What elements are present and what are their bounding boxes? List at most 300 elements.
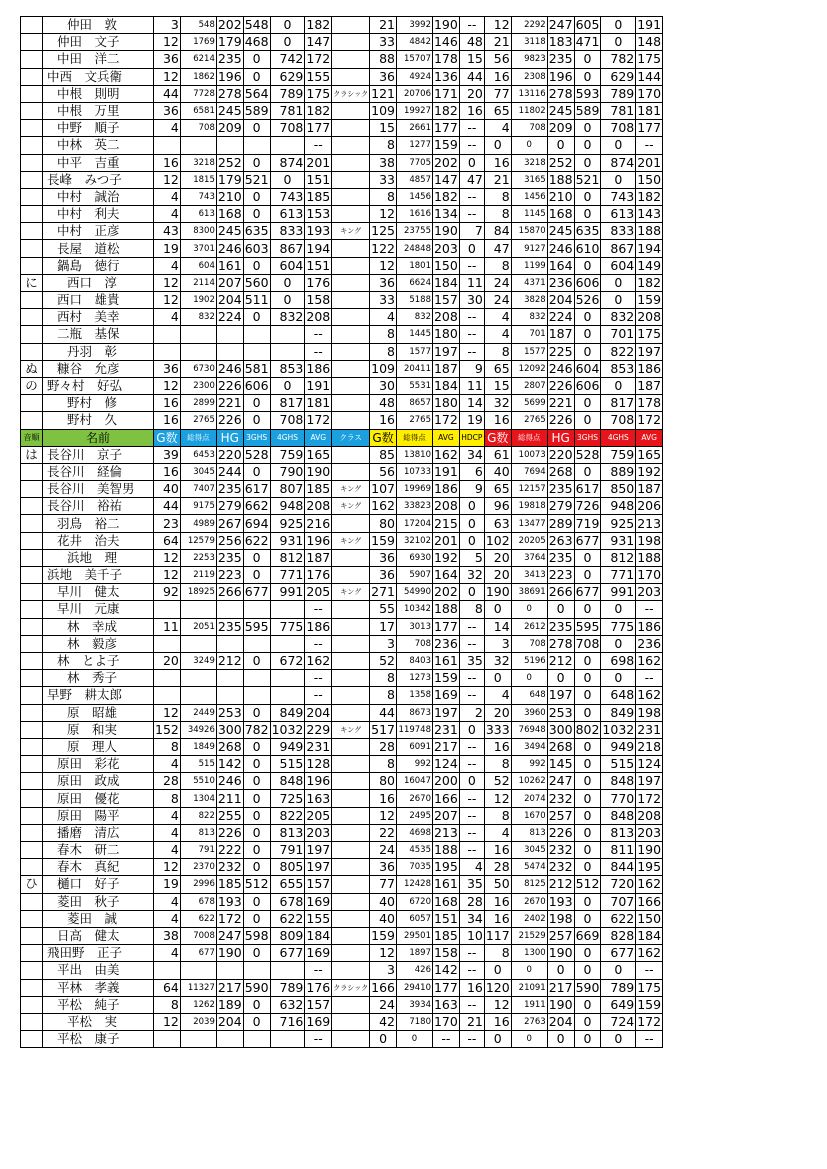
score-cell: 789 [601, 85, 636, 102]
score-cell: 0 [601, 635, 636, 652]
score-cell: 182 [433, 103, 458, 119]
score-cell: 0 [243, 824, 270, 841]
score-cell: 266 [548, 584, 573, 600]
score-cell: 149 [637, 257, 662, 273]
score-cell: 12 [154, 34, 181, 51]
score-cell: 159 [371, 532, 395, 548]
score-cell: 56 [484, 51, 511, 68]
table-row [21, 1013, 663, 1030]
score-cell: -- [459, 738, 484, 755]
table-row [21, 704, 663, 721]
header-row [21, 429, 663, 446]
score-cell [154, 1031, 181, 1048]
score-cell: 850 [601, 481, 636, 498]
score-cell: 5907 [396, 567, 432, 584]
score-cell: 186 [637, 618, 662, 634]
class-cell [332, 687, 370, 704]
score-cell: 210 [548, 188, 573, 204]
score-cell: 613 [601, 206, 636, 223]
name-cell: 長谷川 裕祐 [43, 498, 154, 515]
score-cell: 622 [180, 910, 216, 927]
score-cell: 16 [484, 842, 511, 859]
table-row [21, 721, 663, 738]
score-cell: 182 [637, 188, 662, 204]
score-cell: 1300 [511, 945, 547, 962]
score-cell: 289 [548, 515, 573, 531]
score-cell: 151 [306, 257, 331, 273]
score-cell: 247 [217, 928, 242, 944]
score-cell: 148 [637, 34, 662, 50]
score-cell: 159 [637, 292, 662, 308]
score-cell: 226 [548, 824, 573, 840]
score-cell: 632 [270, 996, 305, 1013]
score-cell: 216 [306, 515, 331, 531]
score-cell: 252 [548, 154, 573, 170]
score-cell: 190 [433, 17, 458, 33]
header-cell: AVG [305, 429, 332, 446]
score-cell: 15707 [396, 51, 432, 68]
name-cell: 仲田 敦 [43, 17, 154, 34]
kana-index-cell [21, 532, 43, 549]
score-cell: 20 [459, 85, 484, 102]
table-row [21, 979, 663, 996]
score-cell: 813 [270, 824, 305, 841]
name-cell: 中平 吉重 [43, 154, 154, 171]
score-cell: -- [432, 1031, 459, 1048]
score-cell: 6057 [396, 910, 432, 927]
score-cell: 96 [484, 498, 511, 515]
score-cell: 300 [217, 721, 242, 737]
name-cell: 林 とよ子 [43, 652, 154, 669]
class-cell [332, 240, 370, 257]
name-cell: 原田 陽平 [43, 807, 154, 824]
class-cell [332, 927, 370, 944]
score-cell: 15870 [511, 223, 547, 240]
score-cell: 33 [370, 171, 397, 188]
score-cell [180, 137, 216, 154]
score-cell: 263 [548, 532, 573, 548]
score-cell: -- [459, 309, 484, 326]
class-cell [332, 945, 370, 962]
score-cell: 4535 [396, 842, 432, 859]
score-cell: 153 [306, 206, 331, 222]
score-cell: 220 [548, 446, 573, 462]
score-cell: 4 [370, 309, 397, 326]
score-cell: 155 [306, 68, 331, 84]
score-cell: 20 [484, 704, 511, 721]
score-cell [180, 670, 216, 687]
class-cell [332, 377, 370, 394]
kana-index-cell [21, 996, 43, 1013]
score-cell: 781 [270, 102, 305, 119]
name-cell: 中田 洋二 [43, 51, 154, 68]
table-row [21, 670, 663, 687]
score-cell: -- [636, 962, 663, 979]
score-cell: 28 [459, 893, 484, 910]
table-row [21, 446, 663, 463]
score-cell: 188 [548, 171, 573, 187]
score-cell: 268 [217, 738, 242, 754]
class-cell: キング [332, 223, 370, 240]
score-cell: 109 [371, 360, 395, 376]
score-cell: 28 [370, 738, 397, 755]
score-cell [270, 601, 305, 618]
score-cell: -- [305, 635, 332, 652]
score-cell: 36 [154, 51, 181, 68]
class-cell [332, 549, 370, 566]
class-cell [332, 618, 370, 635]
score-cell: 16 [484, 738, 511, 755]
score-cell: -- [305, 137, 332, 154]
score-cell: -- [459, 790, 484, 807]
score-cell: 157 [306, 876, 331, 892]
class-cell [332, 567, 370, 584]
score-cell: 117 [485, 928, 510, 944]
score-cell: 1445 [396, 326, 432, 343]
score-cell: 813 [180, 824, 216, 841]
header-cell: 4GHS [601, 429, 636, 446]
score-cell: 604 [601, 257, 636, 274]
score-cell: 515 [180, 756, 216, 773]
score-cell: 142 [433, 962, 458, 978]
score-cell: -- [305, 326, 332, 343]
table-row [21, 567, 663, 584]
score-cell: 232 [548, 790, 573, 806]
score-cell: 235 [548, 549, 573, 565]
score-cell: 175 [637, 326, 662, 342]
score-cell: 10 [459, 927, 484, 944]
score-cell: 0 [396, 1031, 432, 1048]
score-cell: 593 [575, 85, 600, 101]
score-cell: 185 [306, 188, 331, 204]
score-cell: 1032 [271, 721, 304, 737]
score-cell: 29410 [396, 979, 432, 996]
score-cell: 11 [154, 618, 181, 635]
score-cell: 5188 [396, 292, 432, 309]
score-cell: 8 [154, 790, 181, 807]
name-cell: 西口 淳 [43, 274, 154, 291]
score-cell: 3960 [511, 704, 547, 721]
class-cell: キング [332, 584, 370, 601]
kana-index-cell [21, 618, 43, 635]
score-cell: 0 [243, 756, 270, 773]
score-cell: 2 [459, 704, 484, 721]
score-cell: 159 [433, 670, 458, 686]
score-cell: 152 [155, 721, 179, 737]
score-cell: 8 [484, 343, 511, 360]
score-cell: 125 [371, 223, 395, 239]
score-cell: 629 [601, 68, 636, 85]
score-cell: 190 [548, 945, 573, 961]
score-cell: 159 [637, 996, 662, 1012]
score-cell: 162 [371, 498, 395, 514]
score-cell: 822 [270, 807, 305, 824]
kana-index-cell [21, 790, 43, 807]
kana-index-cell [21, 395, 43, 412]
class-cell: キング [332, 481, 370, 498]
score-cell: 925 [601, 515, 636, 532]
score-cell: 1897 [396, 945, 432, 962]
score-cell: 2763 [511, 1013, 547, 1030]
score-cell: 12 [154, 704, 181, 721]
score-cell: 0 [547, 601, 574, 618]
score-cell: 0 [574, 601, 601, 618]
score-cell: 191 [637, 17, 662, 33]
kana-index-cell [21, 824, 43, 841]
score-cell: 4989 [180, 515, 216, 532]
score-cell [180, 1031, 216, 1048]
score-cell: 817 [601, 395, 636, 412]
score-cell: 812 [601, 549, 636, 566]
score-cell: 0 [574, 257, 601, 274]
score-cell: 247 [548, 17, 573, 33]
score-cell: 0 [574, 824, 601, 841]
score-cell: 0 [601, 292, 636, 309]
score-cell: 12 [154, 859, 181, 876]
score-cell: 4 [154, 756, 181, 773]
score-cell: 150 [637, 910, 662, 926]
score-cell: 4 [154, 120, 181, 137]
class-cell [332, 910, 370, 927]
name-cell: 原 和実 [43, 721, 154, 738]
name-cell: 播磨 清広 [43, 824, 154, 841]
score-cell: -- [459, 962, 484, 979]
score-cell: 1849 [180, 738, 216, 755]
score-cell: 8 [370, 343, 397, 360]
score-cell: 212 [217, 653, 242, 669]
table-row [21, 68, 663, 85]
score-cell: 662 [244, 498, 269, 514]
kana-index-cell [21, 584, 43, 601]
score-cell: 162 [306, 653, 331, 669]
score-cell: 19 [154, 240, 181, 257]
score-cell: 226 [548, 412, 573, 428]
score-cell: -- [459, 1031, 484, 1048]
class-cell [332, 154, 370, 171]
kana-index-cell [21, 945, 43, 962]
score-cell: 948 [270, 498, 305, 515]
score-cell: 1911 [511, 996, 547, 1013]
score-cell: 162 [637, 945, 662, 961]
kana-index-cell [21, 412, 43, 429]
score-cell: 2074 [511, 790, 547, 807]
score-cell: 34 [459, 446, 484, 463]
score-cell: 598 [244, 928, 269, 944]
score-cell: 526 [575, 292, 600, 308]
score-cell: 12 [370, 807, 397, 824]
score-cell: 16 [484, 154, 511, 171]
score-cell: 124 [433, 756, 458, 772]
score-cell: 10342 [396, 601, 432, 618]
class-cell [332, 652, 370, 669]
score-cell: 40 [370, 893, 397, 910]
score-cell [243, 601, 270, 618]
score-cell: 4842 [396, 34, 432, 51]
score-cell: 159 [371, 928, 395, 944]
score-cell: 4371 [511, 274, 547, 291]
score-cell: 77 [484, 85, 511, 102]
score-cell: 6730 [180, 360, 216, 377]
score-cell: 172 [637, 790, 662, 806]
score-cell: 622 [244, 532, 269, 548]
score-cell: 1273 [396, 670, 432, 687]
score-cell [243, 962, 270, 979]
class-cell: クラシック [332, 85, 370, 102]
score-cell: 180 [433, 395, 458, 411]
name-cell: 長谷川 京子 [43, 446, 154, 463]
score-cell: 813 [511, 824, 547, 841]
score-cell: 790 [270, 463, 305, 480]
kana-index-cell [21, 687, 43, 704]
name-cell: 中根 則明 [43, 85, 154, 102]
score-cell: 279 [548, 498, 573, 514]
score-cell: 791 [180, 842, 216, 859]
score-cell: 8403 [396, 652, 432, 669]
table-row [21, 326, 663, 343]
class-cell [332, 1031, 370, 1048]
score-cell: 24 [370, 842, 397, 859]
score-cell: 12 [154, 549, 181, 566]
score-cell: 185 [217, 876, 242, 892]
table-row [21, 34, 663, 51]
score-cell: 0 [243, 257, 270, 274]
score-cell: 0 [243, 1013, 270, 1030]
score-cell: 0 [243, 807, 270, 824]
score-cell: 300 [548, 721, 573, 737]
score-cell: 267 [217, 515, 242, 531]
score-cell: 992 [511, 756, 547, 773]
score-cell: 3701 [180, 240, 216, 257]
score-cell: 217 [433, 738, 458, 754]
score-cell: -- [636, 601, 663, 618]
table-row [21, 687, 663, 704]
score-cell: 32 [484, 652, 511, 669]
score-cell: 161 [433, 876, 458, 892]
score-cell [216, 962, 243, 979]
table-row [21, 240, 663, 257]
score-cell: 224 [217, 309, 242, 325]
score-cell: 8 [484, 756, 511, 773]
score-cell [243, 343, 270, 360]
score-cell: 9127 [511, 240, 547, 257]
score-cell: 759 [270, 446, 305, 463]
score-cell: 210 [217, 188, 242, 204]
score-cell: 8673 [396, 704, 432, 721]
class-cell [332, 670, 370, 687]
score-cell: 169 [306, 945, 331, 961]
score-cell: 0 [511, 962, 547, 979]
score-cell: 198 [637, 704, 662, 720]
score-cell: 183 [548, 34, 573, 50]
class-cell [332, 34, 370, 51]
score-cell: 9175 [180, 498, 216, 515]
score-cell: 853 [270, 360, 305, 377]
score-cell: 225 [548, 343, 573, 359]
score-cell: 8 [484, 206, 511, 223]
score-cell: 253 [548, 704, 573, 720]
name-cell: 樋口 好子 [43, 876, 154, 893]
score-cell: 48 [459, 34, 484, 51]
score-cell: 186 [306, 360, 331, 376]
score-cell: 2807 [511, 377, 547, 394]
score-cell: 3218 [511, 154, 547, 171]
score-cell: 16 [484, 910, 511, 927]
score-cell: 4 [484, 687, 511, 704]
score-cell: 221 [548, 395, 573, 411]
score-cell: 209 [548, 120, 573, 136]
score-cell: -- [459, 188, 484, 205]
score-cell: -- [636, 137, 663, 154]
table-row [21, 120, 663, 137]
score-cell: 771 [601, 567, 636, 584]
table-body-bottom [21, 446, 663, 1048]
class-cell: キング [332, 532, 370, 549]
score-cell: 4 [484, 326, 511, 343]
score-cell: 0 [484, 962, 511, 979]
score-cell: 157 [306, 996, 331, 1012]
score-cell: 7035 [396, 859, 432, 876]
score-cell: 4 [154, 807, 181, 824]
class-cell: クラシック [332, 979, 370, 996]
score-cell: 3934 [396, 996, 432, 1013]
class-cell [332, 756, 370, 773]
score-cell: 708 [511, 120, 547, 137]
score-cell: 8 [370, 137, 397, 154]
score-cell: 1358 [396, 687, 432, 704]
score-cell: 44 [370, 704, 397, 721]
score-cell: 55 [370, 601, 397, 618]
header-cell: AVG [636, 429, 663, 446]
score-cell: 4 [459, 859, 484, 876]
score-cell: 0 [574, 893, 601, 910]
score-cell: 12 [484, 790, 511, 807]
score-cell: 157 [433, 292, 458, 308]
score-cell: 176 [306, 979, 331, 995]
score-cell: 0 [243, 51, 270, 68]
score-cell: 236 [637, 635, 662, 651]
score-cell: 648 [601, 687, 636, 704]
score-cell: 197 [433, 343, 458, 359]
score-cell: 0 [243, 154, 270, 171]
score-cell [270, 670, 305, 687]
class-cell [332, 635, 370, 652]
kana-index-cell [21, 223, 43, 240]
header-cell: HDCP [459, 429, 484, 446]
score-cell: 725 [270, 790, 305, 807]
score-cell: -- [305, 601, 332, 618]
score-cell: 992 [396, 756, 432, 773]
table-row [21, 532, 663, 549]
score-cell: 0 [484, 137, 511, 154]
score-cell: 257 [548, 807, 573, 823]
score-cell: 948 [601, 498, 636, 515]
score-cell: 209 [217, 120, 242, 136]
class-cell [332, 859, 370, 876]
score-cell: 20 [154, 652, 181, 669]
score-cell: 195 [433, 859, 458, 875]
score-cell: -- [636, 670, 663, 687]
score-cell: 195 [637, 859, 662, 875]
score-cell: 36 [154, 102, 181, 119]
score-cell: 19 [459, 412, 484, 429]
score-cell: 198 [637, 532, 662, 548]
score-cell: 177 [306, 120, 331, 136]
score-cell: 21 [484, 34, 511, 51]
score-cell: 24848 [396, 240, 432, 257]
name-cell: 平松 純子 [43, 996, 154, 1013]
table-row [21, 223, 663, 240]
kana-index-cell: に [21, 274, 43, 291]
